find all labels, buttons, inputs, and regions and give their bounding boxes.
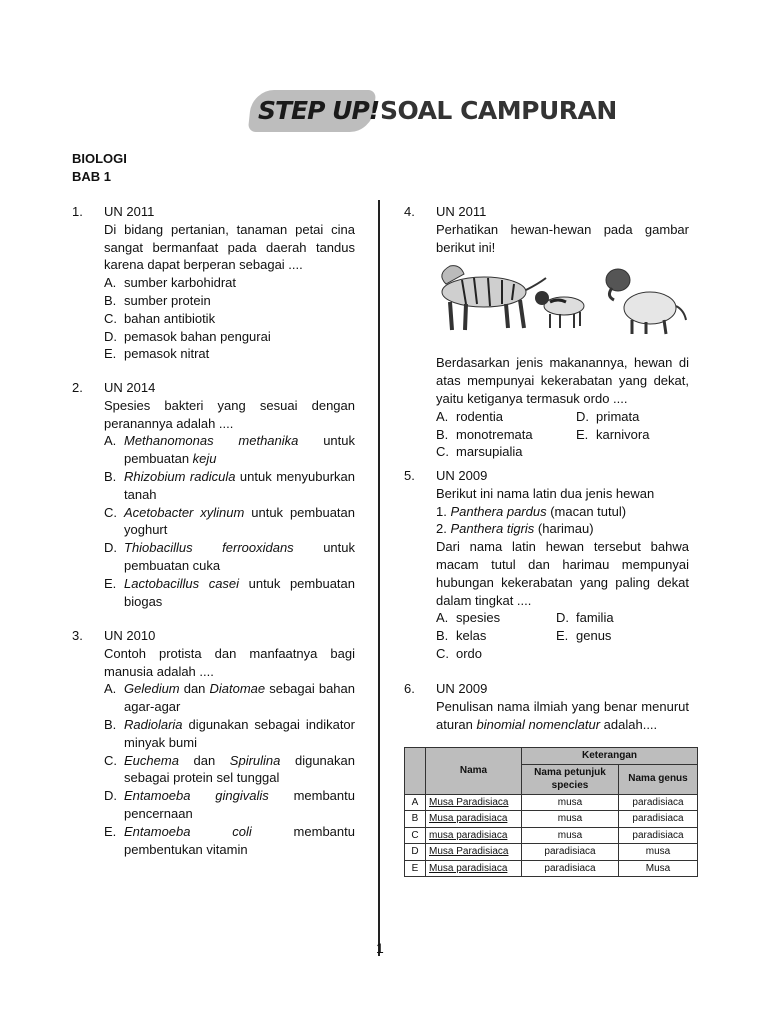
subject-label: BIOLOGI <box>72 151 127 166</box>
question-number: 2. <box>72 380 83 395</box>
question-source: UN 2011 <box>104 204 155 219</box>
col-header-name: Nama <box>426 748 522 795</box>
option-c[interactable]: C. ordo <box>436 645 483 661</box>
question-source: UN 2010 <box>104 628 156 643</box>
option-e[interactable]: E. Lactobacillus casei untuk pembuatan biogas <box>104 575 356 609</box>
question-number: 3. <box>72 628 83 643</box>
question-source: UN 2014 <box>104 380 156 395</box>
option-b[interactable]: B. sumber protein <box>104 292 211 308</box>
answer-table <box>404 747 698 877</box>
question-text: Berikut ini nama latin dua jenis hewan <box>436 485 655 501</box>
col-header-genus: Nama genus <box>619 764 698 794</box>
option-b[interactable]: B. kelas <box>436 628 487 644</box>
question-4 <box>404 203 689 461</box>
question-source: UN 2011 <box>436 204 487 219</box>
table-row[interactable]: A Musa Paradisiaca musa paradisiaca <box>405 794 698 811</box>
question-text: Penulisan nama ilmiah yang benar menurut aturan binomial nomenclatur adalah.... <box>436 698 689 732</box>
list-item: 1. Panthera pardus (macan tutul) <box>436 503 627 519</box>
option-c[interactable]: C. marsupialia <box>436 444 523 460</box>
question-number: 4. <box>404 204 415 219</box>
step-up-label: STEP UP! <box>258 96 380 125</box>
option-b[interactable]: B. monotremata <box>436 426 533 442</box>
option-d[interactable]: D. familia <box>556 610 614 626</box>
question-number: 6. <box>404 681 415 696</box>
option-a[interactable]: A. Geledium dan Diatomae sebagai bahan agar-agar <box>104 681 355 715</box>
option-d[interactable]: D. Thiobacillus ferrooxidans untuk pembuatan cuka <box>104 540 355 573</box>
question-source: UN 2009 <box>436 468 488 483</box>
question-text: Di bidang pertanian, tanaman petai cina sangat bermanfaat pada daerah tandus karena dapat berperan sebagai .... <box>104 221 355 273</box>
question-number: 1. <box>72 204 83 219</box>
chapter-label: BAB 1 <box>72 169 112 184</box>
animals-image <box>432 262 690 342</box>
question-text: Perhatikan hewan-hewan pada gambar berikut ini! <box>436 221 689 255</box>
option-a[interactable]: A. Methanomonas methanika untuk pembuatan keju <box>104 433 355 467</box>
option-a[interactable]: A. spesies <box>436 610 501 626</box>
option-b[interactable]: B. Radiolaria digunakan sebagai indikator minyak bumi <box>104 716 355 750</box>
cat-icon <box>535 291 584 328</box>
question-2 <box>72 379 355 610</box>
option-d[interactable]: D. Entamoeba gingivalis membantu pencernaan <box>104 788 355 821</box>
question-3 <box>72 627 355 858</box>
table-row[interactable]: E Musa paradisiaca paradisiaca Musa <box>405 860 698 877</box>
column-divider <box>378 200 380 956</box>
option-d[interactable]: D. primata <box>576 408 640 424</box>
dog-icon <box>606 269 686 334</box>
col-header-species: Nama petunjuk species <box>522 764 619 794</box>
option-e[interactable]: E. genus <box>556 628 612 644</box>
question-5 <box>404 467 689 663</box>
question-text: Spesies bakteri yang sesuai dengan peranannya adalah .... <box>104 397 355 431</box>
question-source: UN 2009 <box>436 681 488 696</box>
option-e[interactable]: E. Entamoeba coli membantu pembentukan vitamin <box>104 823 355 857</box>
list-item: 2. Panthera tigris (harimau) <box>436 521 594 537</box>
option-d[interactable]: D. pemasok bahan pengurai <box>104 328 271 344</box>
option-e[interactable]: E. pemasok nitrat <box>104 346 210 362</box>
page-title: SOAL CAMPURAN <box>380 96 617 125</box>
table-row[interactable]: B Musa paradisiaca musa paradisiaca <box>405 811 698 828</box>
table-row[interactable]: C musa paradisiaca musa paradisiaca <box>405 827 698 844</box>
question-1 <box>72 203 355 363</box>
question-number: 5. <box>404 468 415 483</box>
question-6 <box>404 680 689 733</box>
question-text: Contoh protista dan manfaatnya bagi manusia adalah .... <box>104 645 355 679</box>
option-a[interactable]: A. sumber karbohidrat <box>104 275 236 291</box>
question-text-2: Dari nama latin hewan tersebut bahwa macam tutul dan harimau mempunyai hubungan kekerabatan yang paling dekat dalam tingkat .... <box>436 539 689 608</box>
option-c[interactable]: C. Euchema dan Spirulina digunakan sebagai protein sel tunggal <box>104 752 355 786</box>
question-text-2: Berdasarkan jenis makanannya, hewan di atas mempunyai kekerabatan yang dekat, yaitu ketiganya termasuk ordo .... <box>436 355 689 406</box>
col-header-group: Keterangan <box>522 748 698 765</box>
option-c[interactable]: C. Acetobacter xylinum untuk pembuatan yoghurt <box>104 504 355 538</box>
option-c[interactable]: C. bahan antibiotik <box>104 310 216 326</box>
table-row[interactable]: D Musa Paradisiaca paradisiaca musa <box>405 844 698 861</box>
option-a[interactable]: A. rodentia <box>436 408 503 424</box>
option-e[interactable]: E. karnivora <box>576 426 650 442</box>
page-number: 1 <box>376 940 384 956</box>
tiger-icon <box>442 266 546 330</box>
option-b[interactable]: B. Rhizobium radicula untuk menyuburkan tanah <box>104 468 355 502</box>
